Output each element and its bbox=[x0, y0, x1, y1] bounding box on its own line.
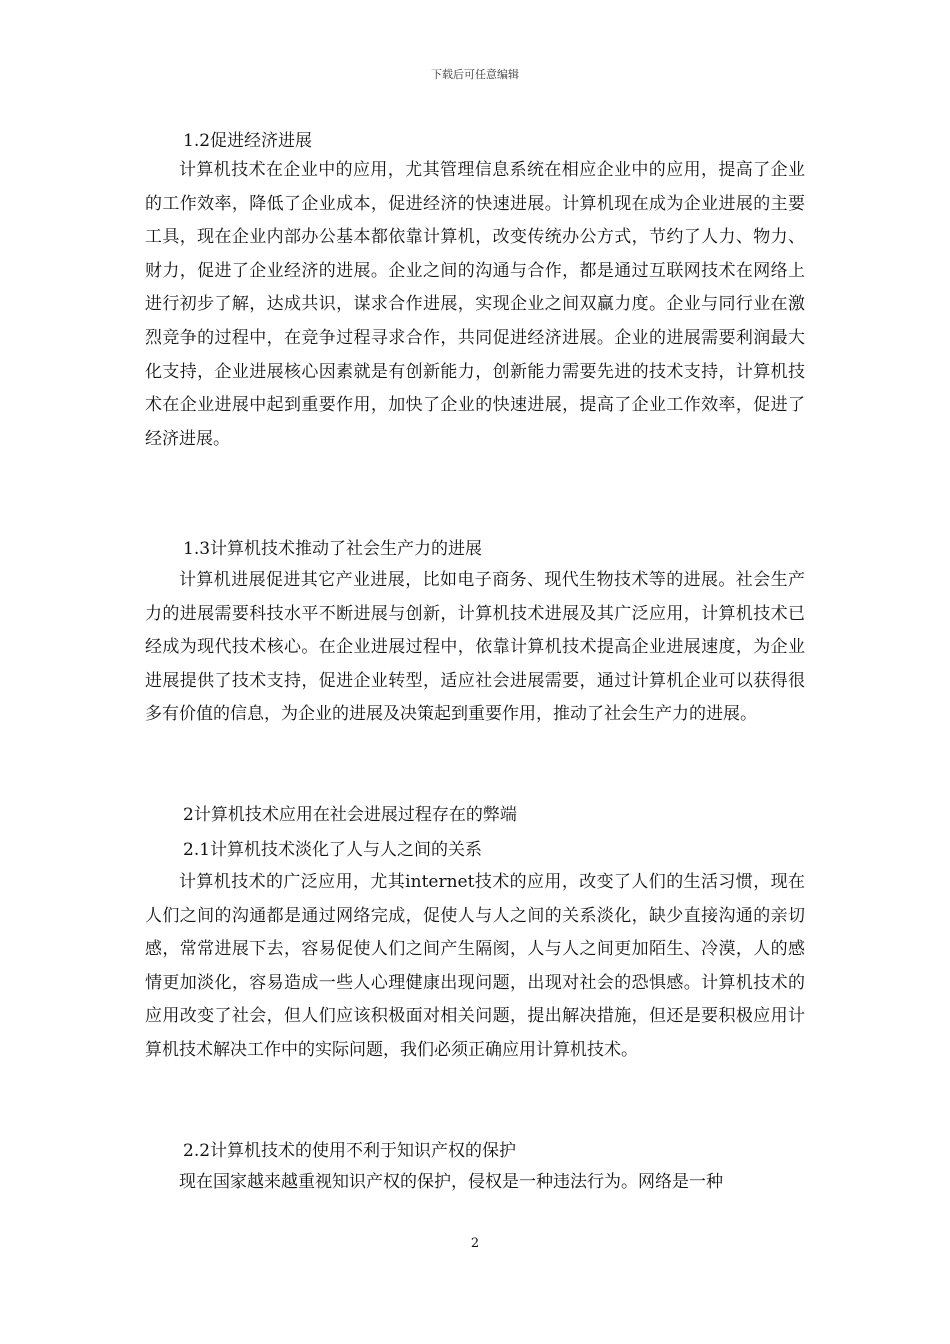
paragraph-1-3: 计算机进展促进其它产业进展，比如电子商务、现代生物技术等的进展。社会生产力的进展需要科技水平不断进展与创新，计算机技术进展及其广泛应用，计算机技术已经成为现代技术核心。在企业进展过程中，依靠计算机技术提高企业进展速度，为企业进展提供了技术支持，促进企业转型，适应社会进展需要，通过计算机企业可以获得很多有价值的信息，为企业的进展及决策起到重要作用，推动了社会生产力的进展。 bbox=[145, 570, 805, 725]
page-number: 2 bbox=[470, 1236, 480, 1251]
section-heading-1-3: 1.3计算机技术推动了社会生产力的进展 bbox=[183, 539, 483, 559]
section-heading-2-2: 2.2计算机技术的使用不利于知识产权的保护 bbox=[183, 1141, 517, 1161]
section-heading-2-1: 2.1计算机技术淡化了人与人之间的关系 bbox=[183, 840, 483, 860]
paragraph-1-2: 计算机技术在企业中的应用，尤其管理信息系统在相应企业中的应用，提高了企业的工作效率，降低了企业成本，促进经济的快速进展。计算机现在成为企业进展的主要工具，现在企业内部办公基本都依靠计算机，改变传统办公方式，节约了人力、物力、财力，促进了企业经济的进展。企业之间的沟通与合作，都是通过互联网技术在网络上进行初步了解，达成共识，谋求合作进展，实现企业之间双赢力度。企业与同行业在激烈竞争的过程中，在竞争过程寻求合作，共同促进经济进展。企业的进展需要利润最大化支持，企业进展核心因素就是有创新能力，创新能力需要先进的技术支持，计算机技术在企业进展中起到重要作用，加快了企业的快速进展，提高了企业工作效率，促进了经济进展。 bbox=[145, 160, 805, 449]
paragraph-2-2: 现在国家越来越重视知识产权的保护，侵权是一种违法行为。网络是一种 bbox=[179, 1172, 723, 1192]
page-header: 下载后可任意编辑 bbox=[431, 68, 519, 81]
paragraph-2-1: 计算机技术的广泛应用，尤其internet技术的应用，改变了人们的生活习惯，现在人们之间的沟通都是通过网络完成，促使人与人之间的关系淡化，缺少直接沟通的亲切感，常常进展下去，容易促使人们之间产生隔阂，人与人之间更加陌生、冷漠，人的感情更加淡化，容易造成一些人心理健康出现问题，出现对社会的恐惧感。计算机技术的应用改变了社会，但人们应该积极面对相关问题，提出解决措施，但还是要积极应用计算机技术解决工作中的实际问题，我们必须正确应用计算机技术。 bbox=[145, 872, 805, 1060]
section-heading-2: 2计算机技术应用在社会进展过程存在的弊端 bbox=[183, 805, 517, 825]
section-heading-1-2: 1.2促进经济进展 bbox=[183, 131, 313, 151]
